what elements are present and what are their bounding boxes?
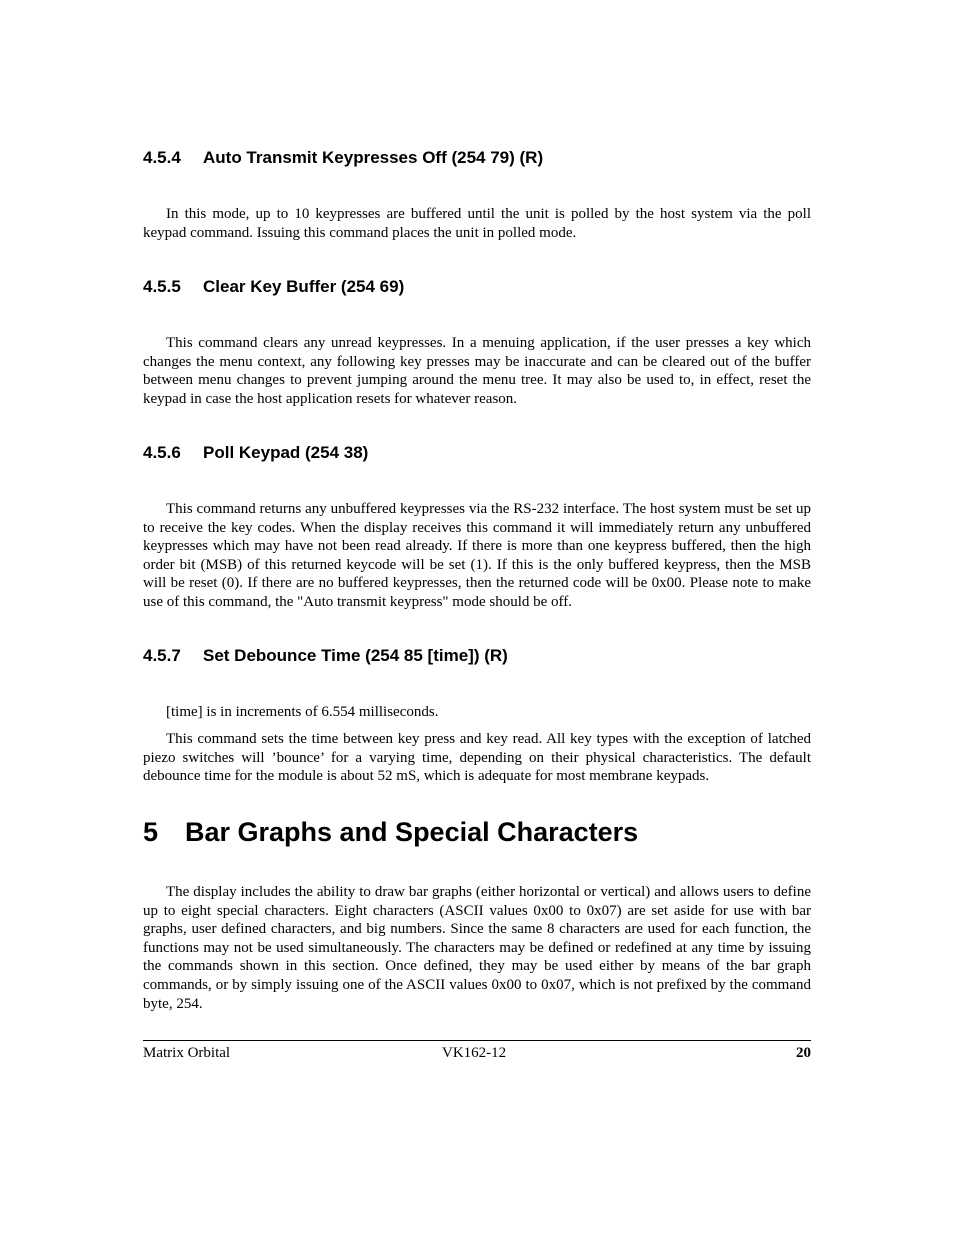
section-number: 4.5.6 <box>143 443 181 462</box>
section-title: Auto Transmit Keypresses Off (254 79) (R) <box>203 148 544 167</box>
chapter-heading-5 <box>143 816 811 848</box>
paragraph: This command returns any unbuffered keypresses via the RS-232 interface. The host system must be set up to receive the key codes. When the display receives this command it will immediately return any unbuffered keypresses which may have not been read already. If there is more than one keypress buffered, then the high order bit (MSB) of this returned keycode will be set (1). If this is the only buffered keypress, then the MSB will be reset (0). If there are no buffered keypresses, then the returned code will be 0x00. Please note to make use of this command, the "Auto transmit keypress" mode should be off. <box>143 501 811 610</box>
footer-model: VK162-12 <box>442 1045 507 1061</box>
section-number: 4.5.5 <box>143 277 181 296</box>
section-title: Poll Keypad (254 38) <box>203 443 369 462</box>
section-heading-4-5-5 <box>143 277 811 297</box>
section-heading-4-5-6 <box>143 443 811 463</box>
paragraph: This command sets the time between key press and key read. All key types with the exception of latched piezo switches will ’bounce’ for a varying time, depending on their physical characteristics. The default debounce time for the module is about 52 mS, which is adequate for most membrane keypads. <box>143 731 811 785</box>
section-heading-4-5-4 <box>143 148 811 168</box>
chapter-number: 5 <box>143 817 159 847</box>
footer-company: Matrix Orbital <box>143 1045 231 1061</box>
section-title: Set Debounce Time (254 85 [time]) (R) <box>203 646 508 665</box>
paragraph: The display includes the ability to draw bar graphs (either horizontal or vertical) and allows users to define up to eight special characters. Eight characters (ASCII values 0x00 to 0x07) are set aside for use with bar graphs, user defined characters, and big numbers. Since the same 8 characters are used for each function, the functions may not be used simultaneously. The characters may be defined or redefined at any time by issuing the commands shown in this section. Once defined, they may be used either by means of the bar graph commands, or by simply issuing one of the ASCII values 0x00 to 0x07, which is not prefixed by the command byte, 254. <box>143 884 811 1012</box>
chapter-title: Bar Graphs and Special Characters <box>185 817 639 847</box>
section-title: Clear Key Buffer (254 69) <box>203 277 405 296</box>
document-page <box>143 0 811 1235</box>
paragraph: This command clears any unread keypresses. In a menuing application, if the user presses a key which changes the menu context, any following key presses may be inaccurate and can be cleared out of the buffer between menu changes to prevent jumping around the menu tree. It may also be used to, in effect, reset the keypad in case the host application resets for whatever reason. <box>143 335 811 407</box>
paragraph: [time] is in increments of 6.554 milliseconds. <box>166 704 439 720</box>
footer-divider <box>143 1040 811 1041</box>
section-number: 4.5.7 <box>143 646 181 665</box>
section-heading-4-5-7 <box>143 646 811 666</box>
paragraph: In this mode, up to 10 keypresses are buffered until the unit is polled by the host system via the poll keypad command. Issuing this command places the unit in polled mode. <box>143 206 811 241</box>
footer-page-number: 20 <box>796 1045 811 1061</box>
section-number: 4.5.4 <box>143 148 181 167</box>
